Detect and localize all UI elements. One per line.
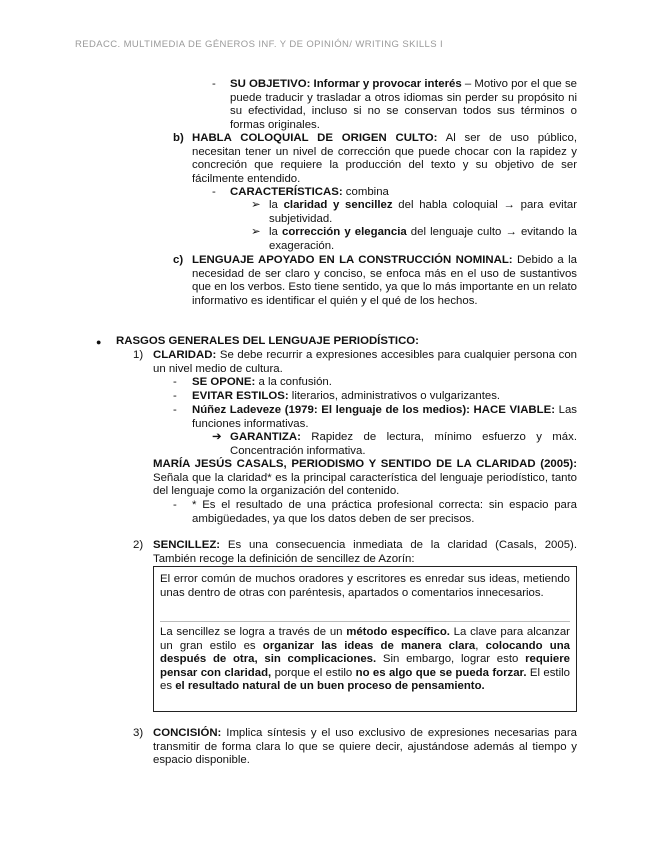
claridad-text: Se debe recurrir a expresiones accesibles para cualquier persona con un nivel medio de cultura. bbox=[153, 349, 577, 375]
construccion-nominal-paragraph bbox=[192, 254, 577, 308]
se-opone-line bbox=[192, 376, 577, 390]
sencillez-text: Es una consecuencia inmediata de la claridad (Casals, 2005). También recoge la definición de sencillez de Azorín: bbox=[153, 539, 577, 565]
dash-marker: - bbox=[212, 78, 216, 90]
objetivo-paragraph bbox=[230, 78, 577, 132]
item-text: la bbox=[269, 226, 282, 238]
objetivo-text: – Motivo por el que se puede traducir y trasladar a otros idiomas sin perder su propósito ni su efectividad, incluso si no se conservan todos sus términos o formas originales. bbox=[230, 78, 577, 131]
list-marker-b: b) bbox=[173, 132, 184, 144]
concision-paragraph bbox=[153, 727, 577, 768]
habla-coloquial-label: HABLA COLOQUIAL DE ORIGEN CULTO: bbox=[192, 132, 438, 144]
casals-paragraph bbox=[153, 458, 577, 499]
garantiza-paragraph bbox=[230, 431, 577, 458]
garantiza-text: Rapidez de lectura, mínimo esfuerzo y máx. Concentración informativa. bbox=[230, 431, 577, 457]
arrow-icon: ➔ bbox=[212, 431, 222, 443]
caracteristicas-text: combina bbox=[342, 186, 389, 198]
item-text: del lenguaje culto → evitando la exageración. bbox=[269, 226, 578, 252]
concision-text: Implica síntesis y el uso exclusivo de expresiones necesarias para transmitir de forma clara lo que se quiere decir, ajustándose además al tiempo y espacio disponible. bbox=[153, 727, 577, 767]
claridad-nota: * Es el resultado de una práctica profesional correcta: sin espacio para ambigüedades, ya que los datos deben de ser precisos. bbox=[192, 499, 577, 525]
quote-text: , bbox=[475, 639, 486, 652]
nunez-label: Núñez Ladeveze (1979: El lenguaje de los medios): HACE VIABLE: bbox=[192, 404, 556, 416]
sencillez-paragraph bbox=[153, 539, 577, 566]
quote-divider bbox=[160, 621, 570, 622]
quote-bold: colocando una después de otra, sin complicaciones. bbox=[160, 639, 570, 666]
item-bold: corrección y elegancia bbox=[281, 226, 407, 238]
correccion-elegancia-item bbox=[269, 226, 577, 253]
list-number-1: 1) bbox=[133, 349, 144, 361]
quote-bold: no es algo que se pueda forzar. bbox=[355, 666, 527, 679]
item-text: del habla coloquial → para evitar subjetividad. bbox=[269, 199, 577, 225]
list-number-3: 3) bbox=[133, 727, 144, 739]
rasgos-title-text: RASGOS GENERALES DEL LENGUAJE PERIODÍSTICO: bbox=[116, 335, 419, 347]
concision-label: CONCISIÓN: bbox=[153, 727, 222, 739]
casals-label: MARÍA JESÚS CASALS, PERIODISMO Y SENTIDO DE LA CLARIDAD (2005): bbox=[153, 458, 577, 470]
construccion-nominal-text: Debido a la necesidad de ser claro y conciso, se enfoca más en el uso de sustantivos que en los verbos. Esto tiene sentido, ya que lo más importante en un relato informativo es identificar el quién y el qué de los hechos. bbox=[192, 254, 577, 307]
dash-marker: - bbox=[173, 404, 177, 416]
claridad-sencillez-item bbox=[269, 199, 577, 226]
quote-bold: organizar las ideas de manera clara bbox=[262, 639, 476, 652]
nunez-paragraph bbox=[192, 404, 577, 431]
objetivo-label: SU OBJETIVO: Informar y provocar interés bbox=[230, 78, 462, 90]
sencillez-label: SENCILLEZ: bbox=[153, 539, 221, 551]
se-opone-label: SE OPONE: bbox=[192, 376, 256, 388]
list-marker-c: c) bbox=[173, 254, 184, 266]
azorin-quote-box bbox=[153, 566, 577, 712]
quote-error-comun: El error común de muchos oradores y escritores es enredar sus ideas, metiendo unas dentro de otras con paréntesis, apartados o comentarios innecesarios. bbox=[160, 573, 570, 599]
habla-coloquial-paragraph bbox=[192, 132, 577, 186]
nunez-text: Las funciones informativas. bbox=[192, 404, 578, 430]
claridad-paragraph bbox=[153, 349, 577, 376]
arrowhead-icon: ➢ bbox=[251, 226, 261, 238]
dash-marker: - bbox=[173, 499, 177, 511]
se-opone-text: a la confusión. bbox=[255, 376, 332, 388]
habla-coloquial-text: Al ser de uso público, necesitan tener un nivel de corrección que puede chocar con la rapidez y concreción que requiere la producción del texto y su objetivo de ser fácilmente entendido. bbox=[192, 132, 577, 185]
item-bold: claridad y sencillez bbox=[283, 199, 393, 211]
dash-marker: - bbox=[173, 390, 177, 402]
quote-text: Sin embargo, lograr esto bbox=[376, 653, 526, 666]
construccion-nominal-label: LENGUAJE APOYADO EN LA CONSTRUCCIÓN NOMINAL: bbox=[192, 254, 513, 266]
claridad-label: CLARIDAD: bbox=[153, 349, 217, 361]
list-number-2: 2) bbox=[133, 539, 144, 551]
caracteristicas-label: CARACTERÍSTICAS: bbox=[230, 186, 343, 198]
casals-text: Señala que la claridad* es la principal característica del lenguaje periodístico, tanto del lenguaje como la organización del contenido. bbox=[153, 471, 577, 498]
quote-text: porque el estilo bbox=[271, 666, 356, 679]
evitar-estilos-line bbox=[192, 390, 577, 404]
evitar-estilos-text: literarios, administrativos o vulgarizantes. bbox=[288, 390, 501, 402]
rasgos-title bbox=[116, 335, 576, 349]
quote-bold: método específico. bbox=[346, 626, 450, 638]
quote-bold: el resultado natural de un buen proceso de pensamiento. bbox=[175, 680, 485, 693]
page-header: REDACC. MULTIMEDIA DE GÉNEROS INF. Y DE OPINIÓN/ WRITING SKILLS I bbox=[75, 39, 444, 50]
dash-marker: - bbox=[212, 186, 216, 198]
evitar-estilos-label: EVITAR ESTILOS: bbox=[192, 390, 289, 402]
quote-text: El estilo es bbox=[160, 666, 570, 693]
quote-sencillez-metodo bbox=[160, 626, 570, 694]
bullet-icon: ● bbox=[96, 337, 102, 347]
dash-marker: - bbox=[173, 376, 177, 388]
arrowhead-icon: ➢ bbox=[251, 199, 261, 211]
quote-bold: requiere pensar con claridad, bbox=[160, 653, 571, 679]
item-text: la bbox=[269, 199, 284, 211]
garantiza-label: GARANTIZA: bbox=[230, 431, 301, 443]
quote-text: La sencillez se logra a través de un bbox=[160, 626, 347, 638]
caracteristicas-line bbox=[230, 186, 577, 200]
quote-text: La clave para alcanzar un gran estilo es bbox=[160, 626, 570, 652]
